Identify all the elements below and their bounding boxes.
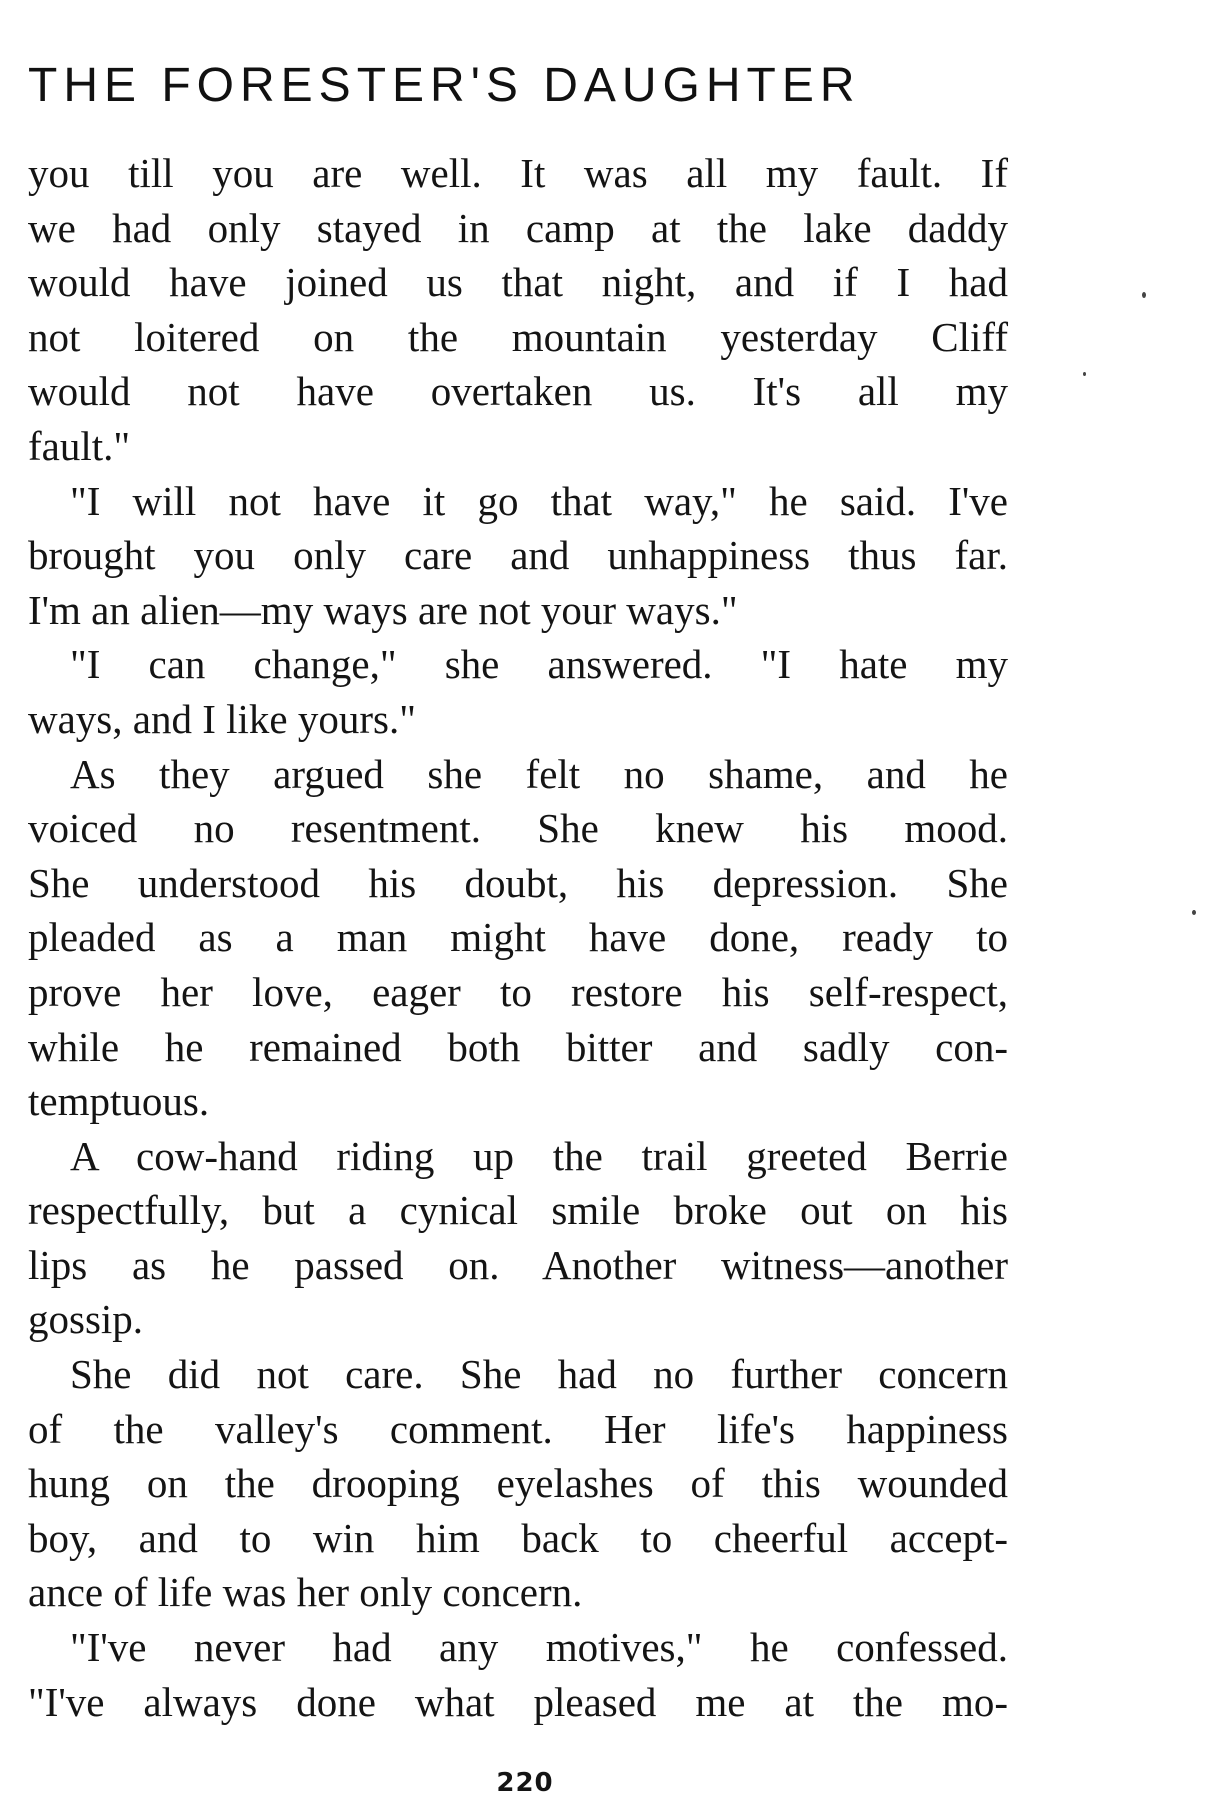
text-line: ance of life was her only concern. <box>28 1569 583 1616</box>
text-line: voiced no resentment. She knew his mood. <box>28 805 1008 852</box>
text-line: temptuous. <box>28 1078 210 1125</box>
print-speck <box>1142 292 1146 298</box>
text-line: you till you are well. It was all my fault. If <box>28 150 1008 196</box>
text-line: "I can change," she answered. "I hate my <box>70 641 1008 688</box>
text-line: brought you only care and unhappiness thus far. <box>28 532 1008 579</box>
text-line: of the valley's comment. Her life's happiness <box>28 1405 1008 1452</box>
text-line: we had only stayed in camp at the lake daddy <box>28 204 1008 251</box>
text-line: As they argued she felt no shame, and he <box>70 750 1008 797</box>
text-line: would have joined us that night, and if I had <box>28 259 1008 306</box>
print-speck <box>1083 372 1086 376</box>
text-line: while he remained both bitter and sadly con- <box>28 1023 1008 1070</box>
running-head: THE FORESTER'S DAUGHTER <box>28 59 861 112</box>
text-line: She did not care. She had no further concern <box>70 1351 1008 1398</box>
text-line: not loitered on the mountain yesterday Cliff <box>28 313 1008 360</box>
text-line: would not have overtaken us. It's all my <box>28 368 1008 415</box>
text-line: "I will not have it go that way," he said. I've <box>70 477 1008 524</box>
print-speck <box>1192 910 1196 915</box>
text-line: She understood his doubt, his depression. She <box>28 859 1008 906</box>
text-line: lips as he passed on. Another witness—another <box>28 1241 1008 1288</box>
text-line: ways, and I like yours." <box>28 695 416 742</box>
text-line: prove her love, eager to restore his self-respect, <box>28 968 1008 1015</box>
text-line: gossip. <box>28 1296 144 1343</box>
text-line: boy, and to win him back to cheerful accept- <box>28 1514 1008 1561</box>
page-number: 220 <box>496 1768 554 1798</box>
text-line: fault." <box>28 422 131 469</box>
text-line: pleaded as a man might have done, ready to <box>28 914 1008 961</box>
text-line: I'm an alien—my ways are not your ways." <box>28 586 738 633</box>
text-line: "I've never had any motives," he confessed. <box>70 1624 1008 1671</box>
text-line: respectfully, but a cynical smile broke out on his <box>28 1187 1008 1234</box>
text-line: hung on the drooping eyelashes of this wounded <box>28 1460 1008 1507</box>
text-line: A cow-hand riding up the trail greeted Berrie <box>70 1132 1008 1179</box>
body-text <box>28 146 1008 1729</box>
text-line: "I've always done what pleased me at the mo- <box>28 1678 1008 1725</box>
